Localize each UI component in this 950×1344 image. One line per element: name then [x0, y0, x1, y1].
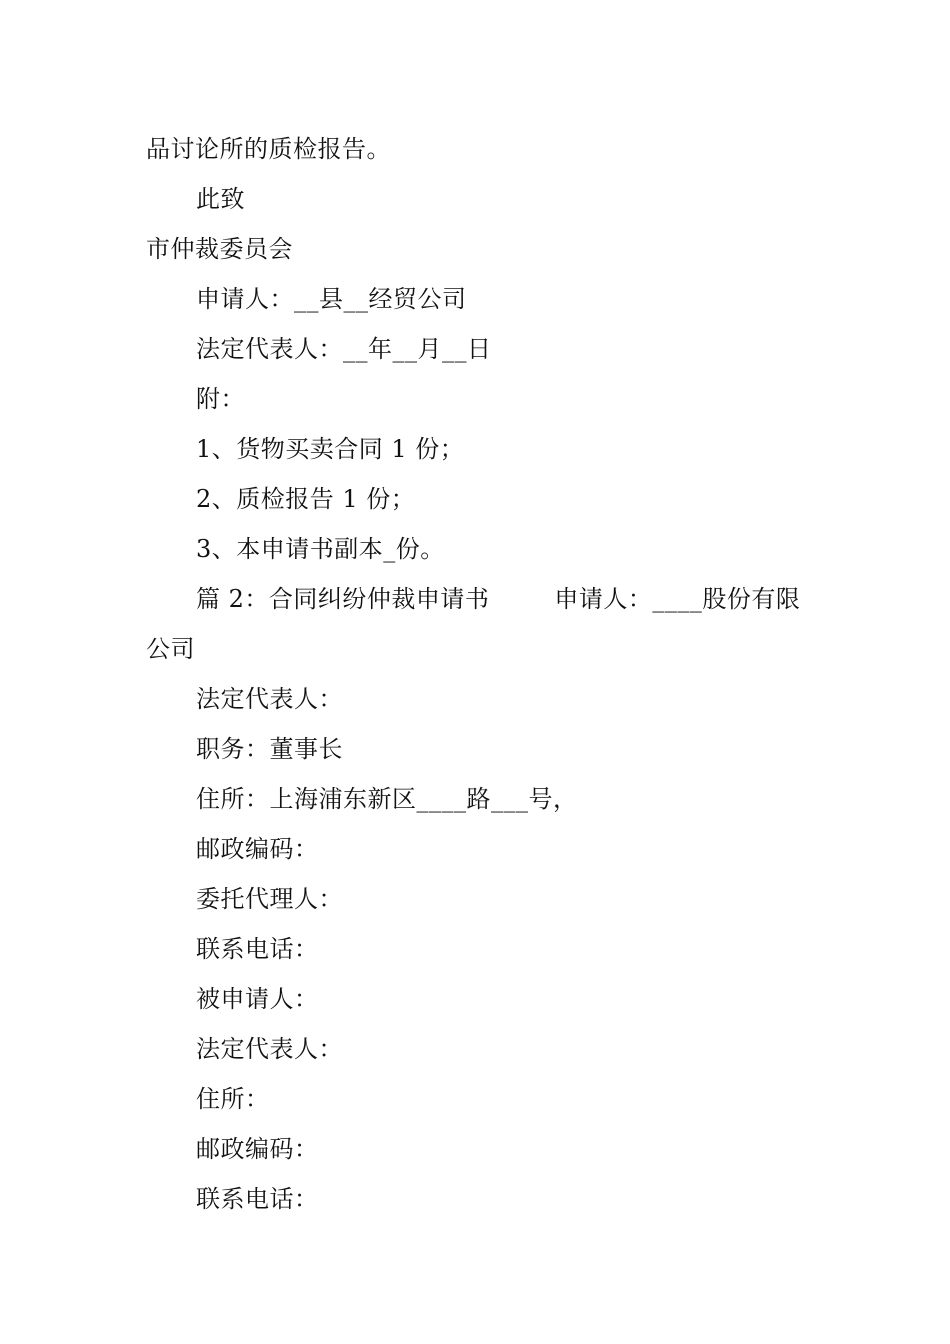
attachments-heading: 附： [196, 385, 245, 413]
body-text-line: 品讨论所的质检报告。 [146, 135, 391, 163]
field-line: 邮政编码： [196, 835, 319, 863]
attachment-item: 3、本申请书副本_份。 [196, 535, 445, 563]
field-line: 职务：董事长 [196, 735, 343, 763]
field-line: 邮政编码： [196, 1135, 319, 1163]
attachment-item: 1、货物买卖合同 1 份； [196, 435, 465, 463]
field-line: 联系电话： [196, 1185, 319, 1213]
closing-salutation: 此致 [196, 185, 245, 213]
field-line: 被申请人： [196, 985, 319, 1013]
field-line: 住所：上海浦东新区____路___号， [196, 785, 578, 813]
recipient-line: 市仲裁委员会 [146, 235, 293, 263]
field-line: 联系电话： [196, 935, 319, 963]
field-line: 委托代理人： [196, 885, 343, 913]
continuation-line: 公司 [146, 635, 195, 663]
field-line: 法定代表人： [196, 1035, 343, 1063]
field-line: 法定代表人： [196, 685, 343, 713]
attachment-item: 2、质检报告 1 份； [196, 485, 416, 513]
applicant-line: 申请人：__县__经贸公司 [196, 285, 467, 313]
section-heading-line: 篇 2：合同纠纷仲裁申请书 申请人：____股份有限 [196, 585, 801, 613]
field-line: 住所： [196, 1085, 270, 1113]
legal-representative-date-line: 法定代表人：__年__月__日 [196, 335, 492, 363]
